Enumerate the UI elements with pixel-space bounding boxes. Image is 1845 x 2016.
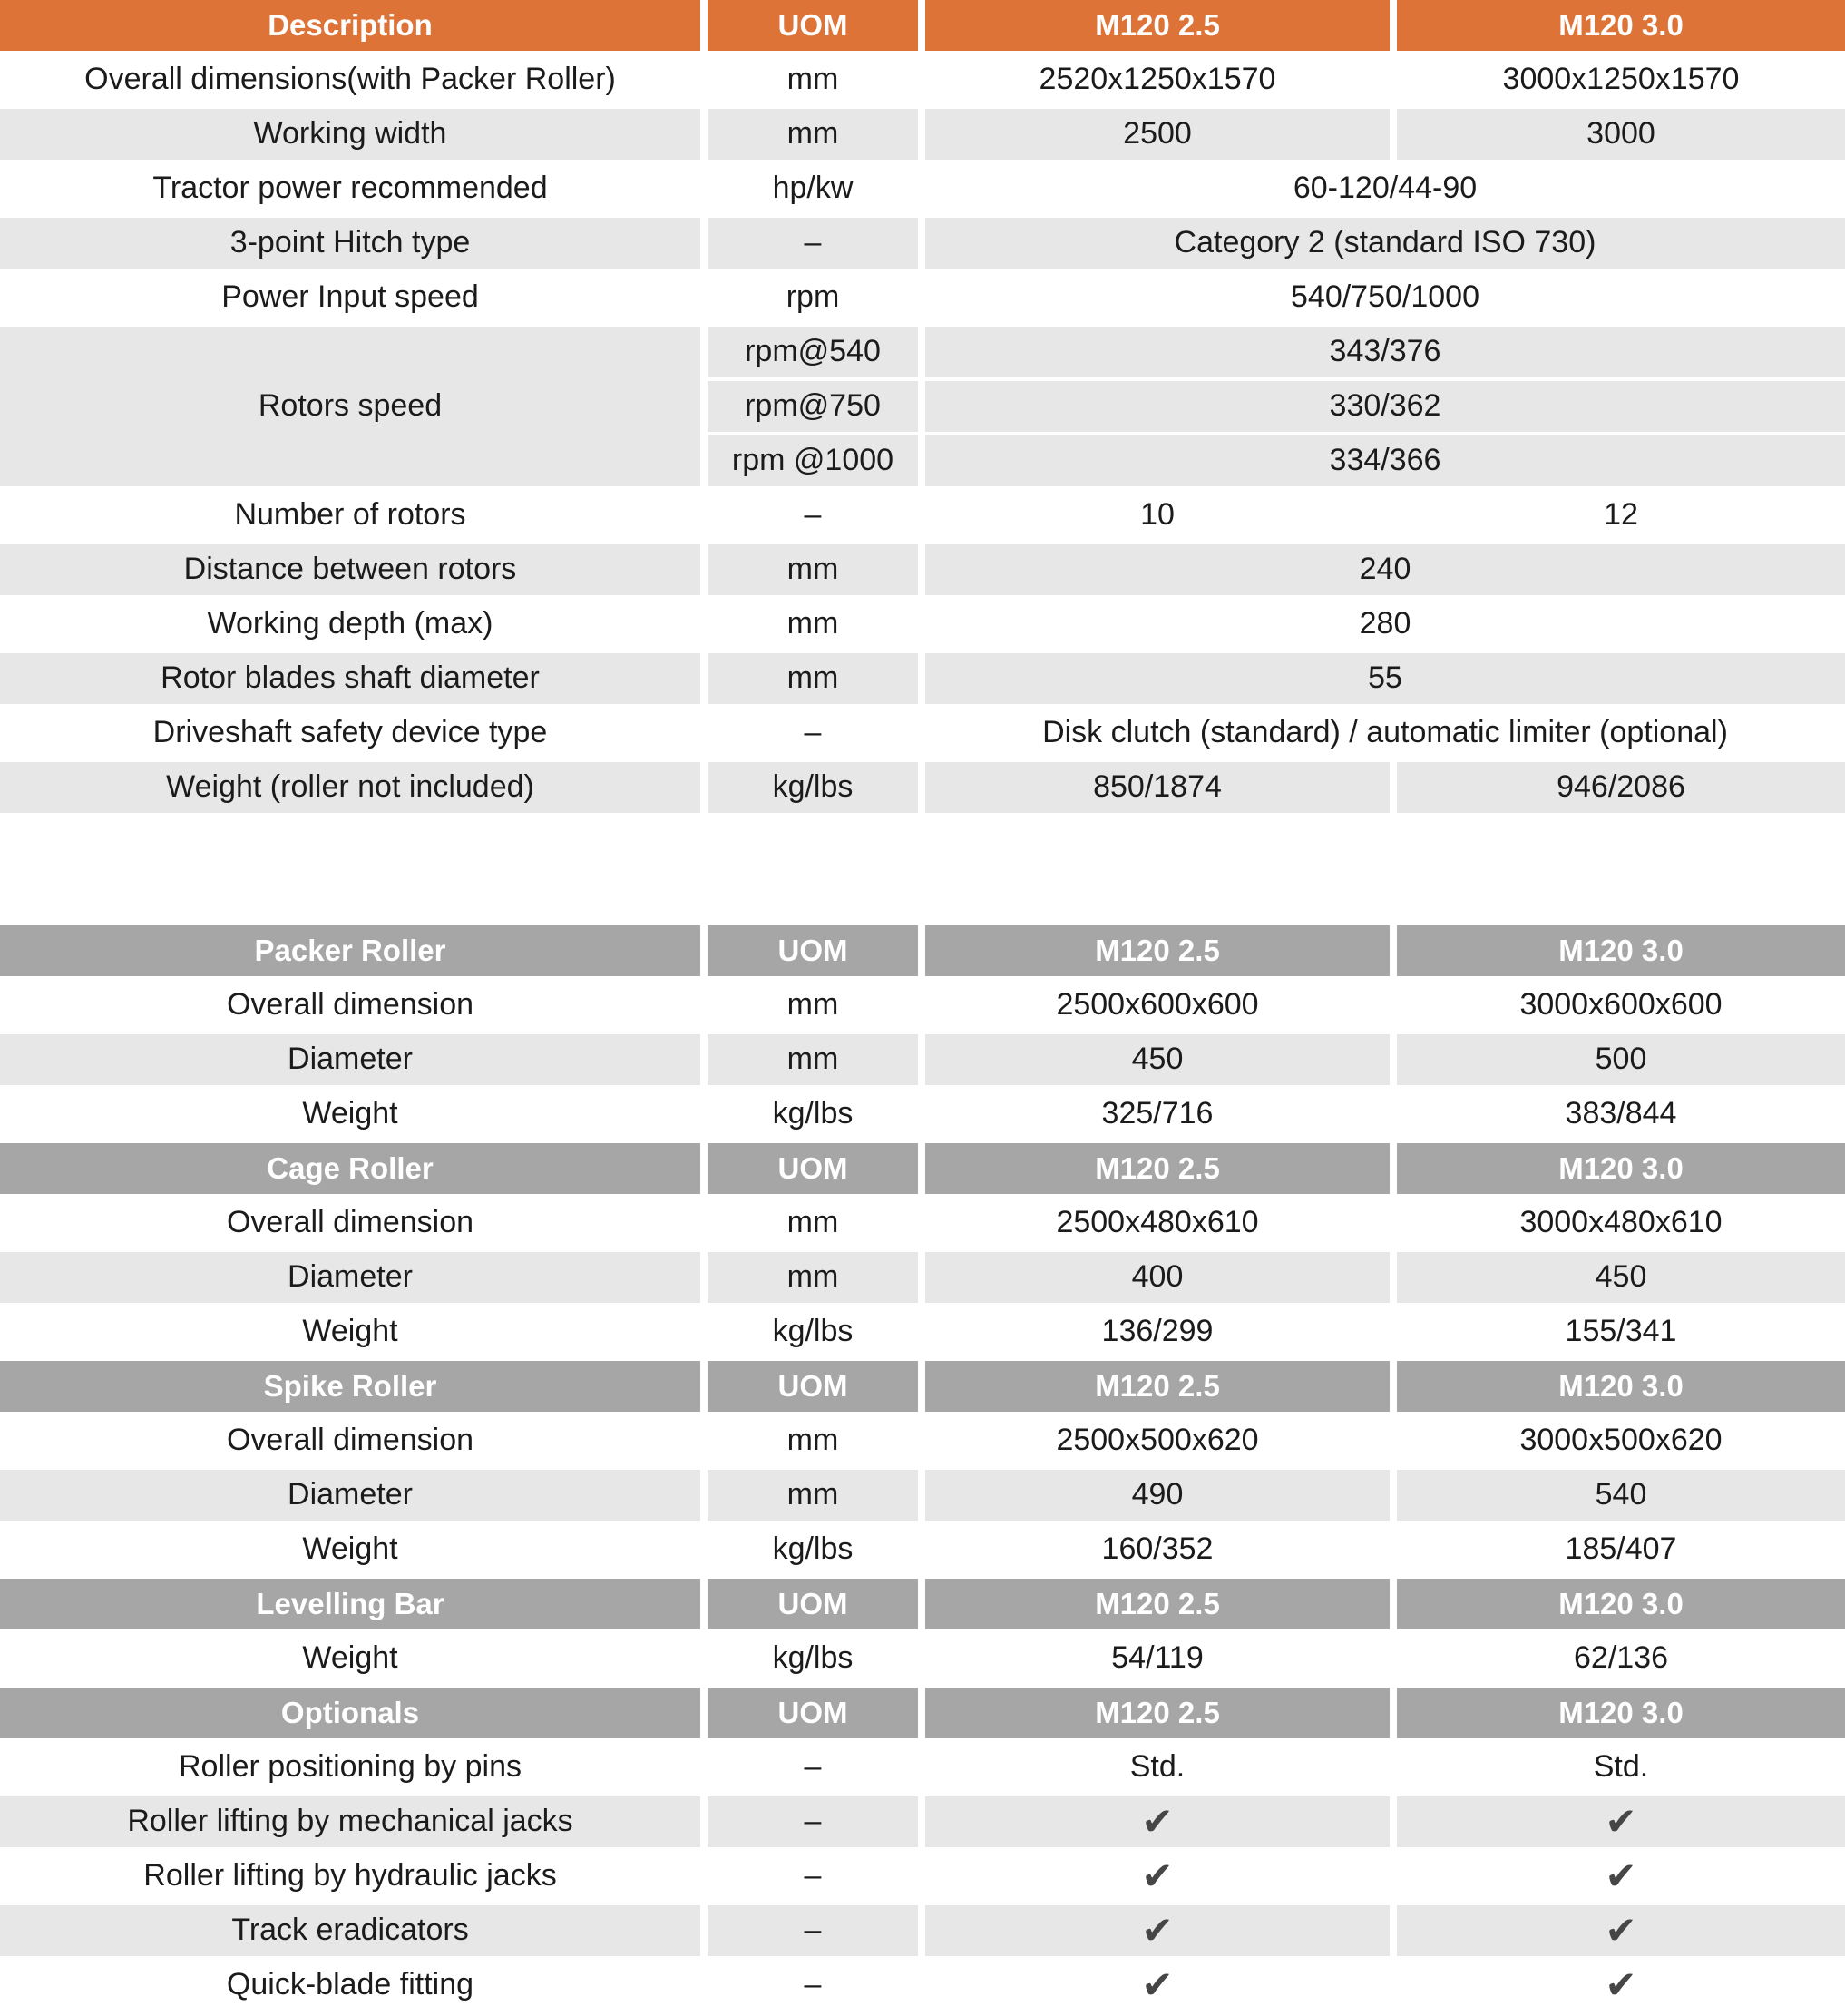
row-label: Weight [0, 1524, 700, 1575]
value-cell: 12 [1397, 490, 1845, 541]
row-label: Weight [0, 1306, 700, 1357]
section-header-levelling-bar: Levelling Bar [0, 1579, 700, 1629]
value-cell [925, 1905, 1390, 1956]
uom-cell: kg/lbs [708, 762, 918, 813]
value-cell: Disk clutch (standard) / automatic limiter (optional) [925, 708, 1845, 758]
uom-cell: – [708, 1905, 918, 1956]
uom-cell: mm [708, 653, 918, 704]
value-cell: 330/362 [925, 381, 1845, 432]
row-label: Overall dimension [0, 1198, 700, 1248]
uom-cell: mm [708, 1470, 918, 1521]
value-cell: 185/407 [1397, 1524, 1845, 1575]
value-cell: 3000x480x610 [1397, 1198, 1845, 1248]
row-label: Roller lifting by mechanical jacks [0, 1796, 700, 1847]
value-cell: 400 [925, 1252, 1390, 1303]
value-cell: Std. [1397, 1742, 1845, 1793]
column-header-uom: UOM [708, 925, 918, 976]
column-header-uom: UOM [708, 1579, 918, 1629]
uom-cell: – [708, 1851, 918, 1902]
value-cell [925, 1960, 1390, 2011]
value-cell: 10 [925, 490, 1390, 541]
value-cell: 136/299 [925, 1306, 1390, 1357]
column-header-m120-2-5: M120 2.5 [925, 925, 1390, 976]
value-cell: 850/1874 [925, 762, 1390, 813]
uom-cell: – [708, 1796, 918, 1847]
check-icon: ✔ [1605, 1962, 1637, 2007]
column-header-m120-3-0: M120 3.0 [1397, 1688, 1845, 1738]
row-label: Distance between rotors [0, 544, 700, 595]
uom-cell: kg/lbs [708, 1089, 918, 1140]
value-cell: 383/844 [1397, 1089, 1845, 1140]
uom-cell: – [708, 218, 918, 269]
row-label: Tractor power recommended [0, 163, 700, 214]
row-label: Overall dimensions(with Packer Roller) [0, 54, 700, 105]
value-cell: 240 [925, 544, 1845, 595]
row-label: Quick-blade fitting [0, 1960, 700, 2011]
section-header-spike-roller: Spike Roller [0, 1361, 700, 1412]
value-cell: 325/716 [925, 1089, 1390, 1140]
row-label: Diameter [0, 1470, 700, 1521]
check-icon: ✔ [1141, 1798, 1174, 1844]
value-cell [1397, 1796, 1845, 1847]
section-header-cage-roller: Cage Roller [0, 1143, 700, 1194]
row-label: Overall dimension [0, 980, 700, 1031]
row-label: 3-point Hitch type [0, 218, 700, 269]
uom-cell: mm [708, 544, 918, 595]
column-header-m120-2-5: M120 2.5 [925, 1579, 1390, 1629]
value-cell: 540 [1397, 1470, 1845, 1521]
value-cell: 3000x500x620 [1397, 1415, 1845, 1466]
uom-cell: kg/lbs [708, 1524, 918, 1575]
value-cell: 450 [1397, 1252, 1845, 1303]
section-header-optionals: Optionals [0, 1688, 700, 1738]
row-label: Roller positioning by pins [0, 1742, 700, 1793]
column-header-uom: UOM [708, 1688, 918, 1738]
uom-cell: rpm@540 [708, 327, 918, 377]
row-label: Working width [0, 109, 700, 160]
value-cell: 2500x500x620 [925, 1415, 1390, 1466]
value-cell: 3000x600x600 [1397, 980, 1845, 1031]
check-icon: ✔ [1141, 1962, 1174, 2007]
specifications-table [0, 0, 1845, 813]
value-cell: 55 [925, 653, 1845, 704]
value-cell [1397, 1960, 1845, 2011]
value-cell: 155/341 [1397, 1306, 1845, 1357]
check-icon: ✔ [1605, 1907, 1637, 1952]
value-cell: 490 [925, 1470, 1390, 1521]
row-label: Overall dimension [0, 1415, 700, 1466]
value-cell: 3000 [1397, 109, 1845, 160]
uom-cell: mm [708, 980, 918, 1031]
uom-cell: mm [708, 599, 918, 650]
value-cell [925, 1796, 1390, 1847]
row-label: Weight [0, 1633, 700, 1684]
value-cell: 2500 [925, 109, 1390, 160]
column-header-m120-2-5: M120 2.5 [925, 1143, 1390, 1194]
value-cell: 54/119 [925, 1633, 1390, 1684]
check-icon: ✔ [1605, 1798, 1637, 1844]
uom-cell: hp/kw [708, 163, 918, 214]
value-cell: 450 [925, 1034, 1390, 1085]
column-header-uom: UOM [708, 0, 918, 51]
section-header-packer-roller: Packer Roller [0, 925, 700, 976]
uom-cell: – [708, 1960, 918, 2011]
check-icon: ✔ [1141, 1853, 1174, 1898]
value-cell: 343/376 [925, 327, 1845, 377]
uom-cell: kg/lbs [708, 1633, 918, 1684]
column-header-m120-2-5: M120 2.5 [925, 0, 1390, 51]
value-cell: 2500x600x600 [925, 980, 1390, 1031]
value-cell: 3000x1250x1570 [1397, 54, 1845, 105]
row-label: Weight [0, 1089, 700, 1140]
value-cell: 60-120/44-90 [925, 163, 1845, 214]
column-header-m120-2-5: M120 2.5 [925, 1688, 1390, 1738]
rollers-optionals-table [0, 925, 1845, 2011]
value-cell: 280 [925, 599, 1845, 650]
row-label: Roller lifting by hydraulic jacks [0, 1851, 700, 1902]
column-header-m120-3-0: M120 3.0 [1397, 1361, 1845, 1412]
column-header-m120-3-0: M120 3.0 [1397, 0, 1845, 51]
value-cell: 2500x480x610 [925, 1198, 1390, 1248]
uom-cell: rpm @1000 [708, 435, 918, 486]
uom-cell: – [708, 708, 918, 758]
uom-cell: – [708, 1742, 918, 1793]
row-label: Rotors speed [0, 327, 700, 486]
row-label: Track eradicators [0, 1905, 700, 1956]
row-label: Working depth (max) [0, 599, 700, 650]
uom-cell: mm [708, 1198, 918, 1248]
column-header-description: Description [0, 0, 700, 51]
value-cell: 62/136 [1397, 1633, 1845, 1684]
value-cell [925, 1851, 1390, 1902]
row-label: Number of rotors [0, 490, 700, 541]
row-label: Diameter [0, 1252, 700, 1303]
check-icon: ✔ [1141, 1907, 1174, 1952]
column-header-uom: UOM [708, 1143, 918, 1194]
column-header-m120-3-0: M120 3.0 [1397, 1579, 1845, 1629]
column-header-uom: UOM [708, 1361, 918, 1412]
row-label: Rotor blades shaft diameter [0, 653, 700, 704]
column-header-m120-3-0: M120 3.0 [1397, 925, 1845, 976]
uom-cell: rpm [708, 272, 918, 323]
uom-cell: mm [708, 109, 918, 160]
row-label: Weight (roller not included) [0, 762, 700, 813]
value-cell: 160/352 [925, 1524, 1390, 1575]
value-cell: 540/750/1000 [925, 272, 1845, 323]
uom-cell: mm [708, 1252, 918, 1303]
uom-cell: mm [708, 1415, 918, 1466]
value-cell [1397, 1905, 1845, 1956]
uom-cell: rpm@750 [708, 381, 918, 432]
value-cell: 2520x1250x1570 [925, 54, 1390, 105]
row-label: Power Input speed [0, 272, 700, 323]
row-label: Diameter [0, 1034, 700, 1085]
column-header-m120-2-5: M120 2.5 [925, 1361, 1390, 1412]
value-cell: Std. [925, 1742, 1390, 1793]
column-header-m120-3-0: M120 3.0 [1397, 1143, 1845, 1194]
uom-cell: – [708, 490, 918, 541]
value-cell: 334/366 [925, 435, 1845, 486]
uom-cell: mm [708, 1034, 918, 1085]
value-cell: 946/2086 [1397, 762, 1845, 813]
value-cell: Category 2 (standard ISO 730) [925, 218, 1845, 269]
value-cell: 500 [1397, 1034, 1845, 1085]
value-cell [1397, 1851, 1845, 1902]
uom-cell: mm [708, 54, 918, 105]
row-label: Driveshaft safety device type [0, 708, 700, 758]
check-icon: ✔ [1605, 1853, 1637, 1898]
uom-cell: kg/lbs [708, 1306, 918, 1357]
